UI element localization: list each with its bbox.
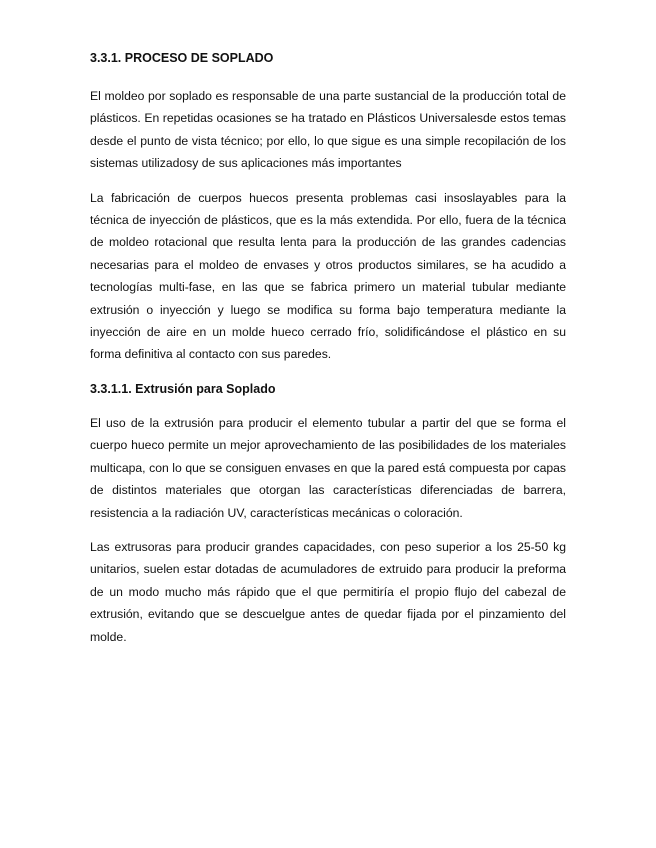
subsection-heading: 3.3.1.1. Extrusión para Soplado xyxy=(90,381,276,396)
paragraph-intro-2: La fabricación de cuerpos huecos presenta problemas casi insoslayables para la técnica de inyección de plásticos, que es la más extendida. Por ello, fuera de la técnica de moldeo rotacional que resulta lenta para la producción de las grandes cadencias necesarias para el moldeo de envases y otros productos similares, se ha acudido a tecnologías multi-fase, en las que se fabrica primero un material tubular mediante extrusión o inyección y luego se modifica su forma bajo temperatura mediante la inyección de aire en un molde hueco cerrado frío, solidificándose el plástico en su forma definitiva al contacto con sus paredes. xyxy=(90,190,566,362)
paragraph-sub-2: Las extrusoras para producir grandes capacidades, con peso superior a los 25-50 kg unitarios, suelen estar dotadas de acumuladores de extruido para producir la preforma de un modo mucho más rápido que el que permitiría el propio flujo del cabezal de extrusión, evitando que se descuelgue antes de quedar fijada por el pinzamiento del molde. xyxy=(90,539,566,644)
document-content xyxy=(90,47,566,660)
paragraph-intro-1: El moldeo por soplado es responsable de una parte sustancial de la producción total de plásticos. En repetidas ocasiones se ha tratado en Plásticos Universalesde estos temas desde el punto de vista técnico; por ello, lo que sigue es una simple recopilación de los sistemas utilizadosy de sus aplicaciones más importantes xyxy=(90,89,566,171)
paragraph-sub-1: El uso de la extrusión para producir el elemento tubular a partir del que se forma el cuerpo hueco permite un mejor aprovechamiento de las posibilidades de los materiales multicapa, con lo que se consiguen envases en que la pared está compuesta por capas de distintos materiales que otorgan las características diferenciadas de barrera, resistencia a la radiación UV, características mecánicas o coloración. xyxy=(90,415,566,520)
section-heading: 3.3.1. PROCESO DE SOPLADO xyxy=(90,51,274,65)
